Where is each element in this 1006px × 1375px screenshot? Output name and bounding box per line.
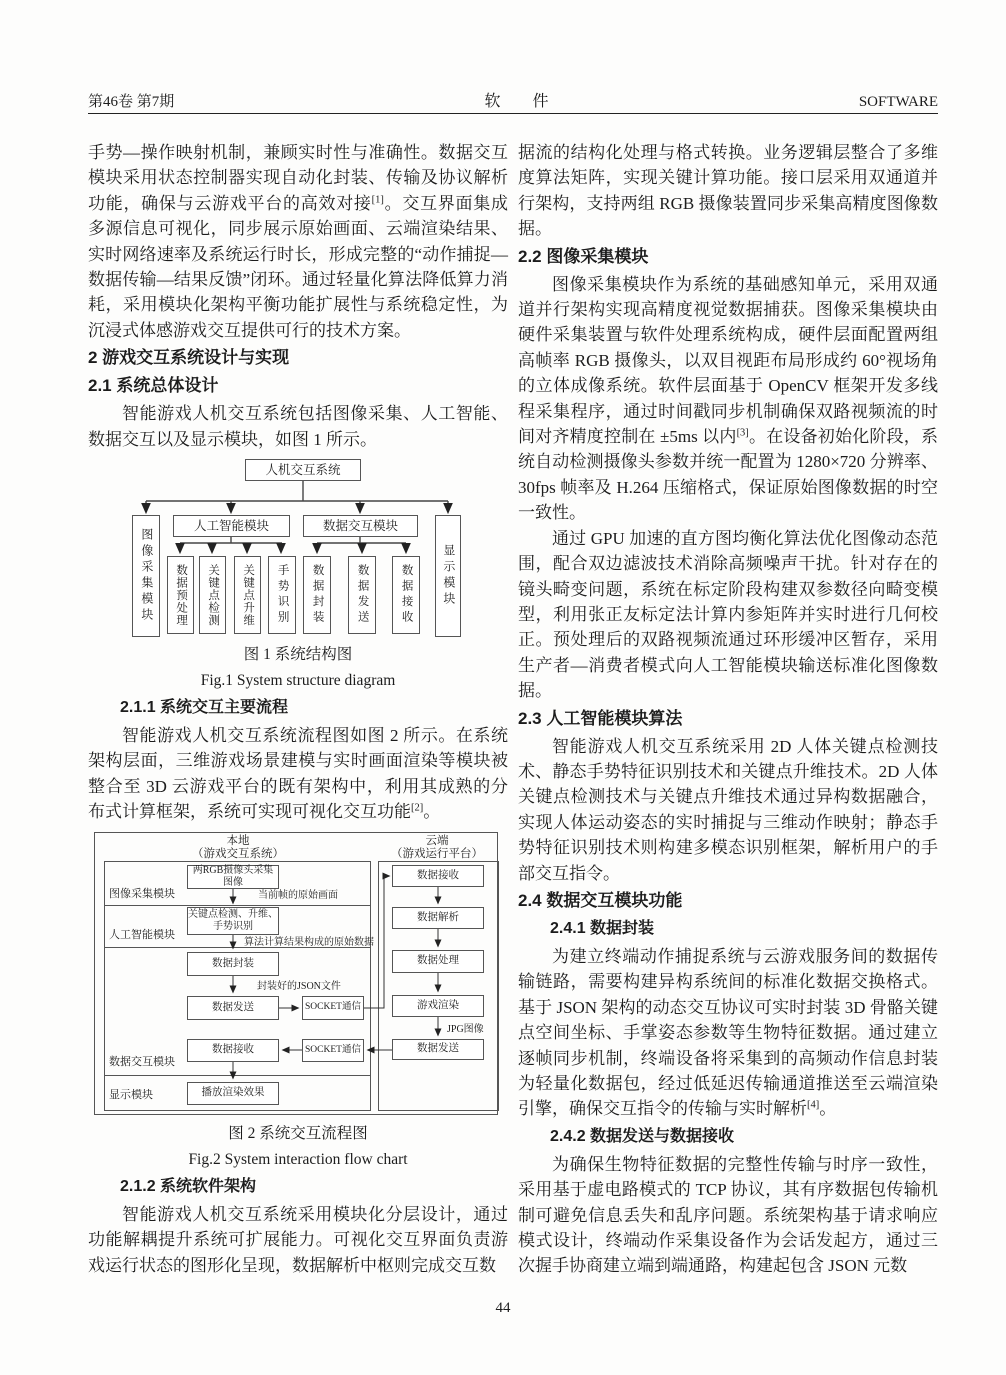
volume-issue: 第46卷 第7期 <box>88 94 175 110</box>
citation-ref-3: [3] <box>736 427 749 439</box>
fig2-section-display-label: 显示模块 <box>109 1088 153 1101</box>
fig2-socket-top-box: SOCKET通信 <box>302 996 364 1020</box>
fig1-keypoint-lift-box: 关键点升维 <box>234 556 261 634</box>
fig1-root-box: 人机交互系统 <box>245 459 361 481</box>
section-heading-2-1-1: 2.1.1 系统交互主要流程 <box>120 699 289 717</box>
fig2-cloud-parse-box: 数据解析 <box>392 907 484 929</box>
fig2-section-ai-label: 人工智能模块 <box>109 928 175 941</box>
paragraph-text: 智能游戏人机交互系统流程图如图 2 所示。在系统架构层面，三维游戏场景建模与实时画面渲染等模块被整合至 3D 云游戏平台的既有架构中，利用其成熟的分布式计算框架，系统可实现可视化交互功能 <box>88 726 508 822</box>
page-number: 44 <box>495 1300 511 1316</box>
paragraph-text: 。在设备初始化阶段，系统自动检测摄像头参数并统一配置为 1280×720 分辨率、30fps 帧率及 H.264 压缩格式，保证原始图像数据的时空一致性。 <box>518 427 939 523</box>
fig2-local-subtitle: （游戏交互系统） <box>192 847 284 860</box>
citation-ref-2: [2] <box>411 802 424 814</box>
fig2-keypoint-box <box>187 907 279 935</box>
header-rule <box>88 113 938 114</box>
journal-title-en: SOFTWARE <box>858 94 938 110</box>
section-heading-2-1-2: 2.1.2 系统软件架构 <box>120 1177 257 1195</box>
fig2-cloud-receive-box: 数据接收 <box>392 865 484 887</box>
fig1-data-send-box: 数据发送 <box>348 556 376 634</box>
fig2-keypoint-line1: 关键点检测、升维、 <box>188 909 278 921</box>
fig1-data-preprocess-box: 数据预处理 <box>167 556 194 634</box>
journal-title-zh: 软 件 <box>484 93 549 110</box>
figure1-caption-en: Fig.1 System structure diagram <box>200 672 396 690</box>
fig2-cloud-process-box: 数据处理 <box>392 950 484 973</box>
paragraph-intro <box>88 140 508 343</box>
left-column <box>88 140 508 1278</box>
citation-ref-1: [1] <box>371 194 384 206</box>
section-heading-2-3: 2.3 人工智能模块算法 <box>518 708 683 728</box>
paragraph-text: 图像采集模块作为系统的基础感知单元，采用双通道并行架构实现高精度视觉数据捕获。图像采集模块由硬件采集装置与软件处理系统构成，硬件层面配置两组高帧率 RGB 摄像头，以双目视距布局形成约 60°视场角的立体成像系统。软件层面基于 OpenCV 框架开发多线程采集程序，通过时间戳同步机制确保双路视频流的时间对齐精度控制在 ±5ms 以内 <box>518 274 938 447</box>
fig2-game-render-box: 游戏渲染 <box>392 995 484 1017</box>
citation-ref-4: [4] <box>807 1099 820 1111</box>
fig2-cloud-subtitle: （游戏运行平台） <box>391 847 483 860</box>
fig2-local-receive-box: 数据接收 <box>187 1039 279 1062</box>
fig1-data-pack-box: 数据封装 <box>303 556 331 634</box>
section-heading-2-4: 2.4 数据交互模块功能 <box>518 890 683 910</box>
paragraph-flow <box>88 723 508 825</box>
figure2-caption-zh: 图 2 系统交互流程图 <box>228 1124 368 1142</box>
fig2-camera-capture-box: 两RGB摄像头采集图像 <box>187 865 279 889</box>
section-heading-2-4-1: 2.4.1 数据封装 <box>550 919 655 937</box>
section-heading-2-4-2: 2.4.2 数据发送与数据接收 <box>550 1127 735 1145</box>
paragraph-software-arch: 智能游戏人机交互系统采用模块化分层设计，通过功能解耦提升系统可扩展能力。可视化交互界面负责游戏运行状态的图形化呈现，数据解析中枢则完成交互数 <box>88 1204 508 1275</box>
figure2-interaction-flow-chart <box>92 830 504 1120</box>
paragraph-image-capture <box>518 272 938 526</box>
fig1-ai-module-box: 人工智能模块 <box>173 515 290 537</box>
paragraph-text: 。 <box>819 1099 837 1119</box>
section-heading-2-2: 2.2 图像采集模块 <box>518 246 649 266</box>
paragraph-text: 。交互界面集成多源信息可视化，同步展示原始画面、云端渲染结果、实时网络速率及系统运行时长，形成完整的“动作捕捉—数据传输—结果反馈”闭环。通过轻量化算法降低算力消耗，采用模块化架构平衡功能扩展性与系统稳定性，为沉浸式体感游戏交互提供可行的技术方案。 <box>88 193 509 340</box>
fig2-local-send-box: 数据发送 <box>187 996 279 1020</box>
figure2-caption-en: Fig.2 System interaction flow chart <box>188 1150 408 1168</box>
figure1-system-structure-diagram <box>95 457 501 641</box>
fig2-label-algo-result: 算法计算结果构成的原始数据 <box>244 936 374 948</box>
fig1-data-module-box: 数据交互模块 <box>303 515 418 537</box>
fig2-label-json-file: 封装好的JSON文件 <box>257 980 341 992</box>
fig1-display-module-box: 显示模块 <box>435 515 461 637</box>
fig2-section-capture-label: 图像采集模块 <box>109 887 175 900</box>
fig2-keypoint-line2: 手势识别 <box>213 920 253 932</box>
paragraph-overview: 智能游戏人机交互系统包括图像采集、人工智能、数据交互以及显示模块，如图 1 所示。 <box>88 404 508 449</box>
fig2-label-jpg-image: JPG图像 <box>447 1023 484 1035</box>
paragraph-text: 手势—操作映射机制，兼顾实时性与准确性。数据交互模块采用状态控制器实现自动化封装、传输及协议解析功能，确保与云游戏平台的高效对接 <box>88 143 508 213</box>
fig2-label-current-frame: 当前帧的原始画面 <box>258 889 338 901</box>
fig2-play-render-box: 播放渲染效果 <box>187 1082 279 1105</box>
fig1-image-capture-box: 图像采集模块 <box>132 515 160 637</box>
fig2-cloud-send-box: 数据发送 <box>392 1039 484 1060</box>
paragraph-data-packaging <box>518 944 938 1122</box>
right-column <box>518 140 938 1279</box>
page-header <box>88 88 938 111</box>
figure1-caption-zh: 图 1 系统结构图 <box>243 646 353 664</box>
fig2-local-title: 本地 <box>226 834 250 847</box>
fig1-gesture-recognition-box: 手势识别 <box>268 556 296 634</box>
paragraph-tcp-transport: 为确保生物特征数据的完整性传输与时序一致性，采用基于虚电路模式的 TCP 协议，其有序数据包传输机制可避免信息丢失和乱序问题。系统架构基于请求响应模式设计，终端动作采集设备作为会话发起方，通过三次握手协商建立端到端通路，构建起包含 JSON 元数 <box>518 1154 938 1276</box>
paragraph-text: 为建立终端动作捕捉系统与云游戏服务间的数据传输链路，需要构建异构系统间的标准化数据交换格式。基于 JSON 架构的动态交互协议可实时封装 3D 骨骼关键点空间坐标、手掌姿态参数等生物特征数据。通过建立逐帧同步机制，终端设备将采集到的高频动作信息封装为轻量化数据包，经过低延迟传输通道推送至云端渲染引擎，确保交互指令的传输与实时解析 <box>518 946 938 1119</box>
fig2-cloud-title: 云端 <box>425 834 449 847</box>
paragraph-arch-continued: 据流的结构化处理与格式转换。业务逻辑层整合了多维度算法矩阵，实现关键计算功能。接口层采用双通道并行架构，支持两组 RGB 摄像装置同步采集高精度图像数据。 <box>518 143 938 239</box>
fig2-data-pack-box: 数据封装 <box>187 952 279 976</box>
fig1-data-receive-box: 数据接收 <box>392 556 420 634</box>
section-heading-2-1: 2.1 系统总体设计 <box>88 376 219 396</box>
paragraph-text: 。 <box>423 802 441 822</box>
fig1-keypoint-detect-box: 关键点检测 <box>199 556 226 634</box>
fig2-section-data-label: 数据交互模块 <box>109 1055 175 1068</box>
paragraph-ai-algorithms: 智能游戏人机交互系统采用 2D 人体关键点检测技术、静态手势特征识别技术和关键点升维技术。2D 人体关键点检测技术与关键点升维技术通过异构数据融合，实现人体运动姿态的实时捕捉与三维动作映射；静态手势特征识别技术则构建多模态识别框架，解析用户的手部交互指令。 <box>518 736 938 883</box>
section-heading-2: 2 游戏交互系统设计与实现 <box>88 348 290 368</box>
fig2-socket-bottom-box: SOCKET通信 <box>302 1039 364 1062</box>
paragraph-gpu-processing: 通过 GPU 加速的直方图均衡化算法优化图像动态范围，配合双边滤波技术消除高频噪声干扰。针对存在的镜头畸变问题，系统在标定阶段构建双参数径向畸变模型，利用张正友标定法计算内参矩阵并实时进行几何校正。预处理后的双路视频流通过环形缓冲区暂存，采用生产者—消费者模式向人工智能模块输送标准化图像数据。 <box>518 528 938 701</box>
